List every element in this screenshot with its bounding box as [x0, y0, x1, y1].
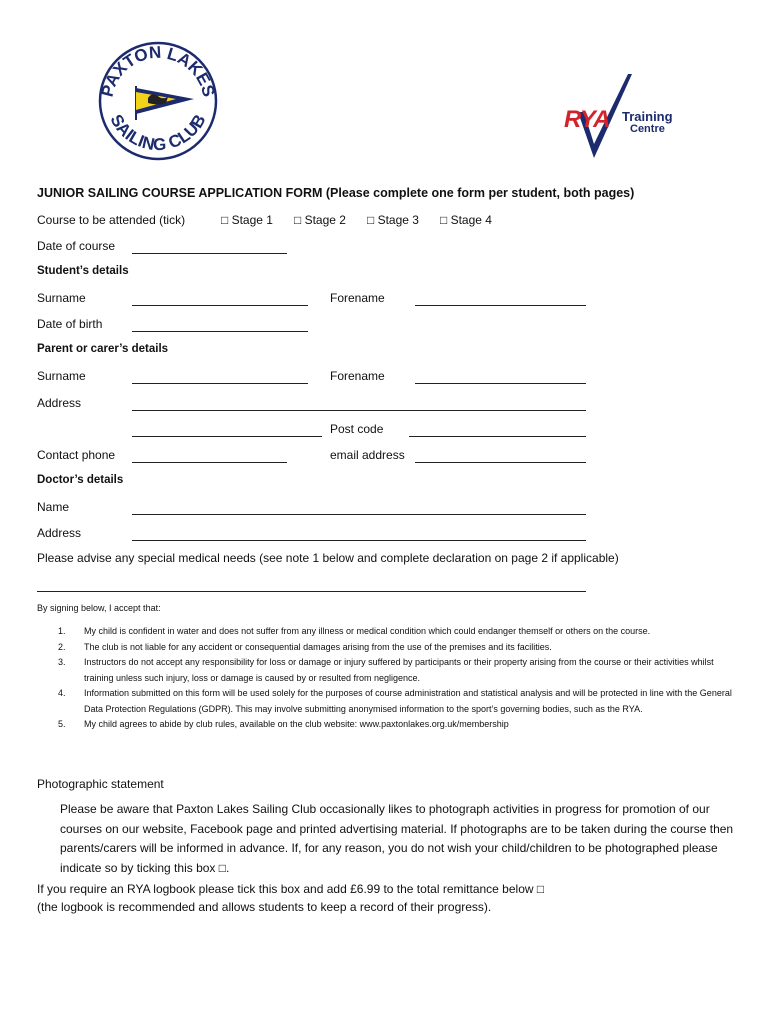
date-of-course-field[interactable] [132, 253, 287, 254]
postcode-label: Post code [330, 422, 384, 436]
item-number: 5. [58, 719, 66, 729]
item-text: Information submitted on this form will be used solely for the purposes of course administration and statistical analysis and will be protected in line with the General Data Protection Regulations (GDPR). This may involve submitting anonymised information to the sport’s governing bodies, such as the RYA. [84, 688, 732, 714]
rya-centre-text: Centre [630, 123, 665, 135]
declaration-item [58, 640, 738, 656]
item-number: 1. [58, 626, 66, 636]
paxton-lakes-logo [90, 40, 226, 162]
declaration-list [58, 624, 738, 733]
declaration-item [58, 717, 738, 733]
item-text: My child is confident in water and does not suffer from any illness or medical condition which could endanger themself or others on the course. [84, 626, 651, 636]
email-label: email address [330, 448, 405, 462]
stage-1-checkbox[interactable]: □ Stage 1 [221, 213, 273, 227]
email-field[interactable] [415, 462, 586, 463]
item-number: 4. [58, 688, 66, 698]
student-surname-label: Surname [37, 291, 86, 305]
student-surname-field[interactable] [132, 305, 308, 306]
date-of-course-label: Date of course [37, 239, 116, 253]
declaration-item [58, 655, 738, 686]
stage-4-checkbox[interactable]: □ Stage 4 [440, 213, 492, 227]
parent-address-label: Address [37, 396, 82, 410]
photo-heading: Photographic statement [37, 777, 164, 791]
parent-address-field-2[interactable] [132, 436, 322, 437]
doctor-address-label: Address [37, 526, 82, 540]
item-number: 2. [58, 641, 66, 652]
dob-field[interactable] [132, 331, 308, 332]
item-text: My child agrees to abide by club rules, available on the club website: www.paxtonlakes.org.uk/membership [84, 719, 509, 729]
logbook-line-2: (the logbook is recommended and allows students to keep a record of their progress). [37, 900, 492, 914]
medical-needs-field[interactable] [37, 591, 586, 592]
student-forename-label: Forename [330, 291, 385, 305]
parent-heading: Parent or carer’s details [37, 343, 169, 355]
item-text: The club is not liable for any accident or consequential damages arising from the use of the premises and its facilities. [84, 641, 552, 652]
parent-forename-label: Forename [330, 369, 385, 383]
pennant-flag-icon [136, 86, 194, 120]
logbook-line-1: If you require an RYA logbook please tick this box and add £6.99 to the total remittance below □ [37, 882, 545, 896]
item-number: 3. [58, 657, 66, 667]
parent-surname-field[interactable] [132, 383, 308, 384]
stage-2-checkbox[interactable]: □ Stage 2 [294, 213, 346, 227]
course-label: Course to be attended (tick) [37, 213, 186, 227]
student-heading: Student’s details [37, 265, 129, 277]
rya-mark: RYA [564, 106, 610, 133]
student-forename-field[interactable] [415, 305, 586, 306]
contact-phone-field[interactable] [132, 462, 287, 463]
declaration-item [58, 686, 738, 717]
contact-phone-label: Contact phone [37, 448, 116, 462]
svg-text:PAXTON LAKES [98, 43, 219, 99]
doctor-heading: Doctor’s details [37, 474, 124, 486]
postcode-field[interactable] [409, 436, 586, 437]
item-text: Instructors do not accept any responsibility for loss or damage or injury suffered by participants or their property arising from the course or their activities whilst training unless such injury, loss or damage is caused by or resulted from negligence. [84, 657, 714, 683]
stage-3-checkbox[interactable]: □ Stage 3 [367, 213, 419, 227]
logo-bottom-text: SAILING CLUB [106, 111, 210, 155]
logo-top-text: PAXTON LAKES [97, 42, 219, 99]
doctor-name-field[interactable] [132, 514, 586, 515]
parent-address-field-1[interactable] [132, 410, 586, 411]
parent-forename-field[interactable] [415, 383, 586, 384]
rya-training-text: Training [622, 109, 673, 124]
rya-training-centre-logo [560, 72, 700, 164]
parent-surname-label: Surname [37, 369, 86, 383]
dob-label: Date of birth [37, 317, 103, 331]
doctor-name-label: Name [37, 500, 70, 514]
doctor-address-field[interactable] [132, 540, 586, 541]
declaration-intro: By signing below, I accept that: [37, 603, 161, 613]
photo-statement: Please be aware that Paxton Lakes Sailing Club occasionally likes to photograph activities in progress for promotion of our courses on our website, Facebook page and printed advertising material. If photographs are to be taken during the course then parents/carers will be informed in advance. If, for any reason, you do not wish your child/children to be photographed please indicate so by ticking this box □. [60, 802, 734, 875]
form-title: JUNIOR SAILING COURSE APPLICATION FORM (Please complete one form per student, both pages) [37, 186, 635, 200]
declaration-item [58, 624, 738, 640]
medical-needs-label: Please advise any special medical needs (see note 1 below and complete declaration on page 2 if applicable) [37, 551, 619, 565]
